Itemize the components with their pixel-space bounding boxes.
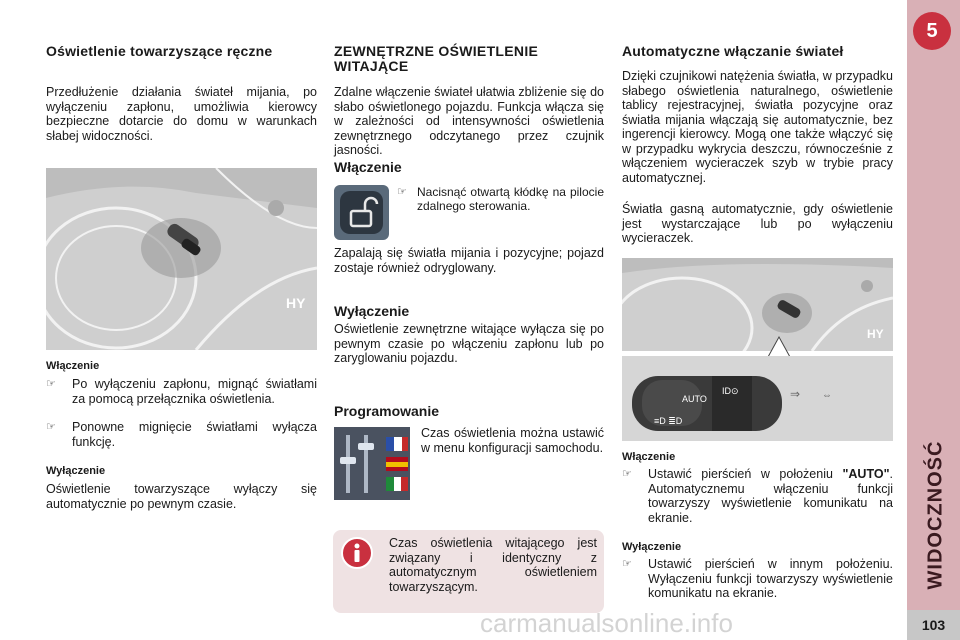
welcome-lighting-intro: Zdalne włączenie świateł ułatwia zbliżenie się do słabo oświetlonego pojazdu. Funkcja włącza się w zależności od intensywności oświetlenia zewnętrznego odczytanego przez czujnik jasności.: [334, 85, 604, 157]
svg-text:ID⊙: ID⊙: [722, 386, 739, 396]
svg-text:HY: HY: [867, 327, 884, 341]
chapter-number-badge: 5: [913, 12, 951, 50]
section-title-manual-follow-me: Oświetlenie towarzyszące ręczne: [46, 43, 273, 59]
chapter-title: WIDOCZNOŚĆ: [924, 440, 947, 590]
auto-lights-intro-1: Dzięki czujnikowi natężenia światła, w przypadku słabego oświetlenia naturalnego, oświetlenie tablicy rejestracyjnej, światła pozycyjne oraz światła mijania włączają się automatycznie, bez ingerencji kierowcy. Mogą one także włączyć się w przypadku wykrycia deszczu, równocześnie z włączeniem wycieraczek szyb w trybie pracy automatycznej.: [622, 69, 893, 185]
auto-off-step: ☞ Ustawić pierścień w innym położeniu. Wyłączeniu funkcji towarzyszy wyświetlenie komunikatu na ekranie.: [622, 557, 893, 600]
section-title-welcome-lighting: ZEWNĘTRZNE OŚWIETLENIE WITAJĄCE: [334, 43, 539, 74]
welcome-programming-heading: Programowanie: [334, 403, 440, 419]
welcome-on-text: Zapalają się światła mijania i pozycyjne; pojazd zostaje również odryglowany.: [334, 246, 604, 275]
auto-on-step: ☞ Ustawić pierścień w położeniu "AUTO". Automatycznemu włączeniu funkcji towarzyszy wyświetlenie komunikatu na ekranie.: [622, 467, 893, 525]
welcome-on-heading: Włączenie: [334, 159, 402, 175]
section-title-auto-lights: Automatyczne włączanie świateł: [622, 43, 844, 59]
info-icon: [340, 536, 374, 570]
auto-lights-intro-2: Światła gasną automatycznie, gdy oświetlenie jest wystarczające lub po wyłączeniu wycieraczek.: [622, 202, 893, 245]
bullet-hand-icon: ☞: [397, 186, 407, 198]
manual-off-text: Oświetlenie towarzyszące wyłączy się automatycznie po pewnym czasie.: [46, 482, 317, 511]
manual-on-heading: Włączenie: [46, 360, 100, 372]
svg-text:⇔: ⇔: [822, 390, 832, 401]
manual-on-step-1: ☞ Po wyłączeniu zapłonu, mignąć światłami za pomocą przełącznika oświetlenia.: [46, 377, 317, 406]
svg-text:⇒: ⇒: [790, 387, 801, 401]
info-box-text: Czas oświetlenia witającego jest związany i identyczny z automatycznym oświetleniem towarzyszącym.: [389, 536, 597, 594]
welcome-programming-text: Czas oświetlenia można ustawić w menu konfiguracji samochodu.: [421, 426, 604, 455]
welcome-off-text: Oświetlenie zewnętrzne witające wyłącza się po pewnym czasie po włączeniu zapłonu lub po zaryglowaniu pojazdu.: [334, 322, 604, 365]
dashboard-photo-left: [46, 168, 317, 350]
auto-off-heading: Wyłączenie: [622, 541, 682, 553]
dashboard-photo-right: [622, 258, 893, 351]
welcome-off-heading: Wyłączenie: [334, 303, 410, 319]
settings-menu-icon: [334, 427, 410, 500]
bullet-hand-icon: ☞: [622, 468, 632, 480]
manual-follow-me-intro: Przedłużenie działania świateł mijania, po wyłączeniu zapłonu, umożliwia kierowcy bezpieczne dotarcie do domu w warunkach słabej widoczności.: [46, 85, 317, 143]
bullet-hand-icon: ☞: [622, 558, 632, 570]
manual-off-heading: Wyłączenie: [46, 465, 106, 477]
bullet-hand-icon: ☞: [46, 421, 56, 433]
callout-pointer: [764, 335, 794, 357]
auto-on-heading: Włączenie: [622, 451, 676, 463]
page-number: 103: [907, 610, 960, 640]
stalk-auto-label: AUTO: [682, 394, 707, 404]
svg-text:≡D ≣D: ≡D ≣D: [654, 416, 683, 426]
manual-on-step-2: ☞ Ponowne mignięcie światłami wyłącza funkcję.: [46, 420, 317, 449]
watermark: carmanualsonline.info: [480, 608, 733, 638]
bullet-hand-icon: ☞: [46, 378, 56, 390]
svg-text:HY: HY: [286, 295, 306, 311]
unlock-key-photo: [334, 185, 389, 240]
welcome-on-step: ☞ Nacisnąć otwartą kłódkę na pilocie zdalnego sterowania.: [397, 185, 604, 213]
light-stalk-closeup: [622, 356, 893, 441]
